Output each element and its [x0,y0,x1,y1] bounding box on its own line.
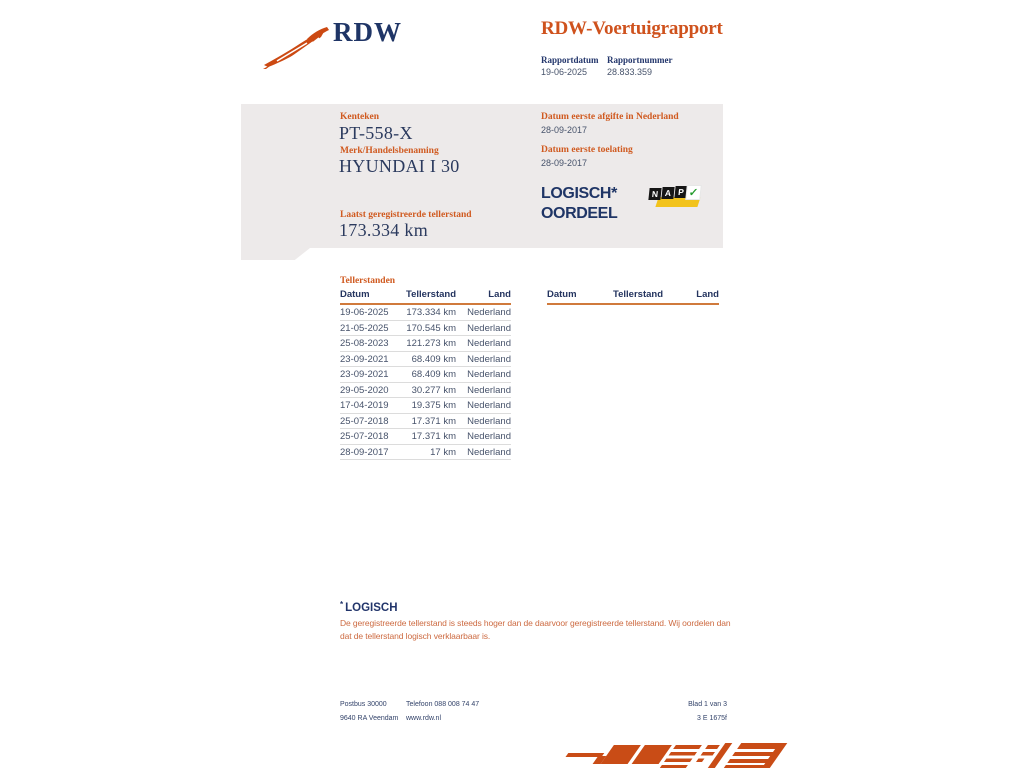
first-admission-label: Datum eerste toelating [541,145,633,155]
cell-odometer: 17.371 km [411,415,456,427]
make-value: HYUNDAI I 30 [339,156,460,176]
nap-letter-a: A [661,187,674,199]
last-odometer-label: Laatst geregistreerde tellerstand [340,210,472,220]
cell-date: 25-07-2018 [340,431,389,443]
table-header-row [340,289,511,305]
cell-odometer: 30.277 km [411,384,456,396]
footer-phone: Telefoon 088 008 74 47 [406,701,480,708]
cell-country: Nederland [467,369,511,381]
column-header-datum: Datum [340,289,370,300]
odometer-table-left [340,289,511,460]
rdw-stripe-graphic [540,742,790,768]
footer-address-line1: Postbus 30000 [340,701,387,708]
cell-odometer: 68.409 km [411,369,456,381]
first-admission-value: 28-09-2017 [541,158,588,168]
odometer-table-right [547,289,719,305]
cell-date: 17-04-2019 [340,400,389,412]
vehicle-summary-card [241,104,723,248]
nap-logo-icon [647,184,701,210]
table-row [340,398,511,414]
cell-odometer: 19.375 km [411,400,456,412]
cell-country: Nederland [467,322,511,334]
table-row [340,352,511,368]
footer-address-line2: 9640 RA Veendam [340,715,399,722]
license-plate-value: PT-558-X [339,123,413,143]
cell-date: 23-09-2021 [340,353,389,365]
cell-country: Nederland [467,338,511,350]
first-issue-value: 28-09-2017 [541,125,588,135]
cell-odometer: 173.334 km [406,307,456,319]
cell-odometer: 68.409 km [411,353,456,365]
cell-date: 23-09-2021 [340,369,389,381]
odometer-verdict [541,184,617,224]
table-row [340,429,511,445]
table-row [340,305,511,321]
footer-website: www.rdw.nl [406,715,442,722]
first-issue-label: Datum eerste afgifte in Nederland [541,112,679,122]
cell-odometer: 170.545 km [406,322,456,334]
nap-letter-p: P [674,186,687,198]
nap-letter-n: N [648,188,661,200]
cell-country: Nederland [467,446,511,458]
footnote-text: De geregistreerde tellerstand is steeds hoger dan de daarvoor geregistreerde tellerstand. Wij oordelen dan dat de tellerstand logisch verklaarbaar is. [340,618,731,641]
report-number-value: 28.833.359 [607,67,653,77]
table-row [340,414,511,430]
column-header-land: Land [488,289,511,300]
cell-country: Nederland [467,400,511,412]
verdict-line-2: OORDEEL [541,205,618,222]
cell-date: 28-09-2017 [340,446,389,458]
rdw-wing-logo-icon [263,26,331,70]
rdw-wordmark: RDW [333,17,402,47]
cell-date: 25-07-2018 [340,415,389,427]
column-header-tellerstand: Tellerstand [406,289,456,300]
table-row [340,383,511,399]
table-header-row [547,289,719,305]
verdict-line-1: LOGISCH* [541,185,617,202]
footer-page-info: Blad 1 van 3 [688,701,727,708]
report-date-label: Rapportdatum [541,55,599,65]
table-row [340,445,511,461]
cell-odometer: 17.371 km [411,431,456,443]
cell-date: 21-05-2025 [340,322,389,334]
cell-country: Nederland [467,307,511,319]
footnote-title-text: LOGISCH [345,602,398,614]
cell-date: 29-05-2020 [340,384,389,396]
column-header-tellerstand: Tellerstand [613,289,663,300]
make-label: Merk/Handelsbenaming [340,146,439,156]
report-number-label: Rapportnummer [607,55,673,65]
table-row [340,321,511,337]
last-odometer-value: 173.334 km [339,220,429,240]
column-header-land: Land [696,289,719,300]
odometer-table-body [340,305,511,460]
table-row [340,367,511,383]
cell-country: Nederland [467,384,511,396]
table-row [340,336,511,352]
column-header-datum: Datum [547,289,577,300]
cell-country: Nederland [467,431,511,443]
footnote-asterisk: * [340,600,344,609]
page-title: RDW-Voertuigrapport [541,18,723,39]
license-plate-label: Kenteken [340,112,380,122]
footnote-title [340,600,398,614]
cell-odometer: 121.273 km [406,338,456,350]
nap-checkmark-icon: ✓ [688,187,699,199]
cell-odometer: 17 km [430,446,456,458]
cell-date: 25-08-2023 [340,338,389,350]
report-date-value: 19-06-2025 [541,67,588,77]
odometer-section-title: Tellerstanden [340,276,396,286]
footer-form-code: 3 E 1675f [697,715,727,722]
cell-country: Nederland [467,415,511,427]
cell-country: Nederland [467,353,511,365]
cell-date: 19-06-2025 [340,307,389,319]
